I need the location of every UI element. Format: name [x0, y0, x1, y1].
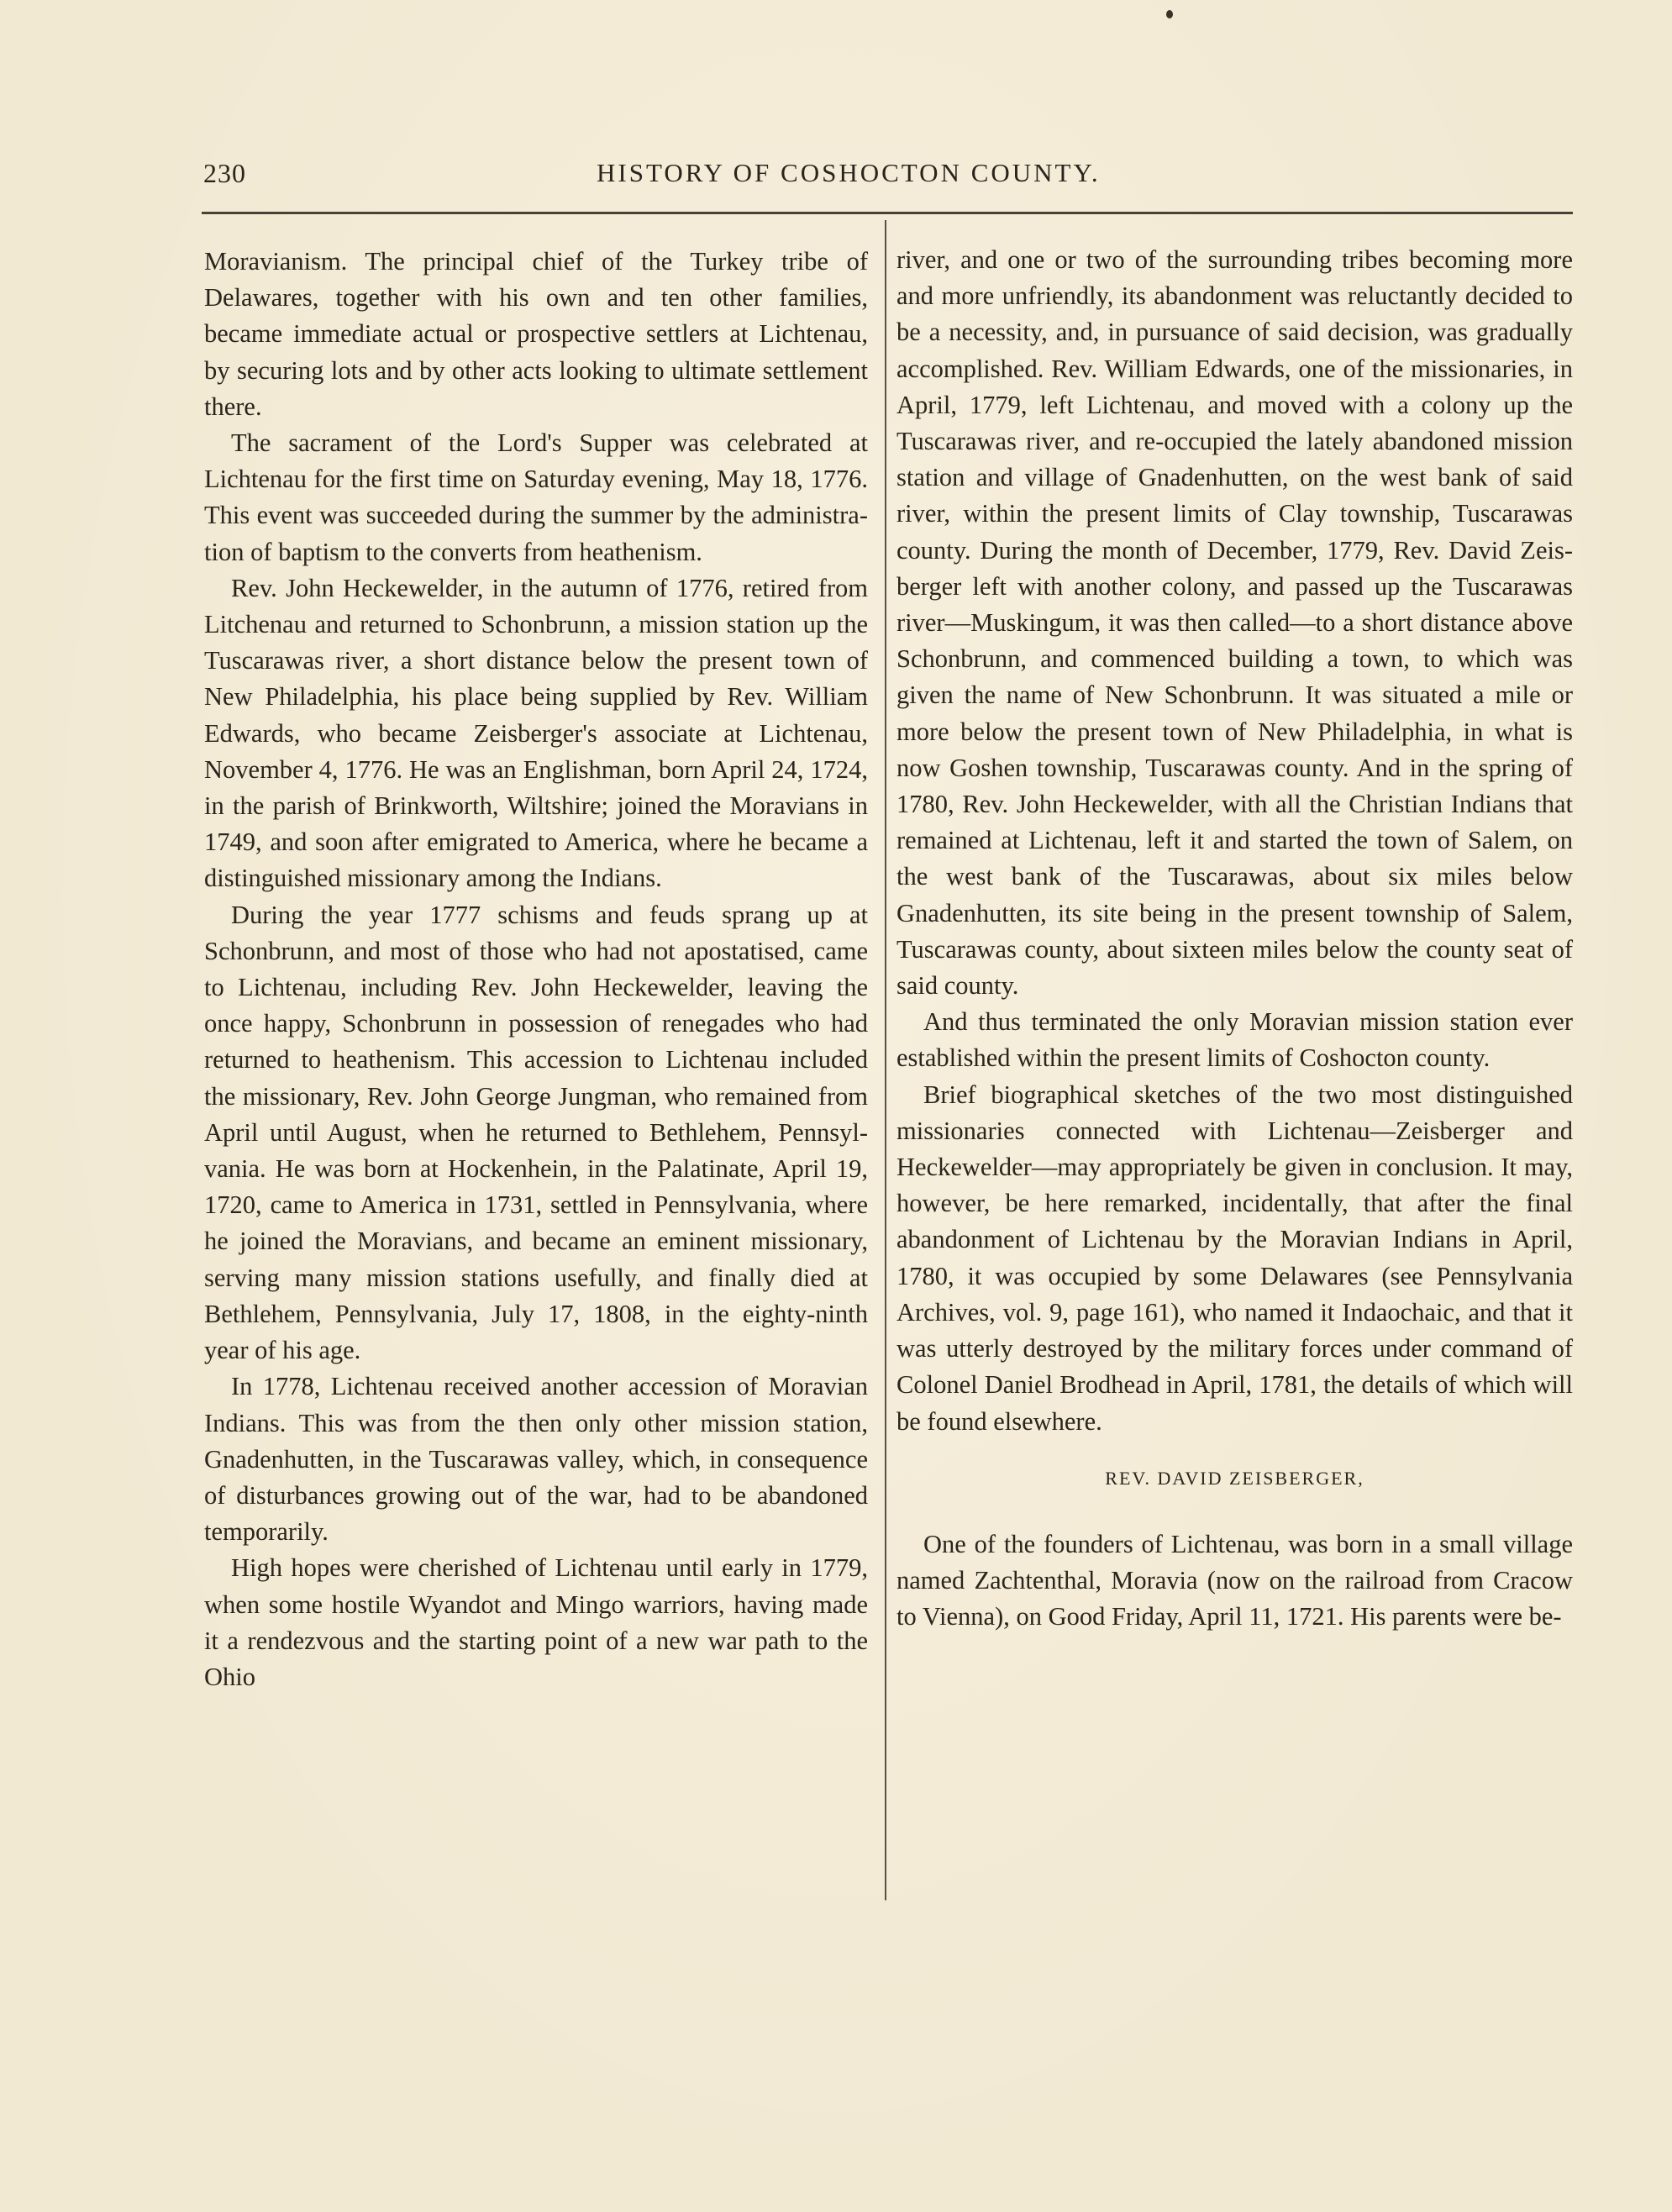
paragraph: During the year 1777 schisms and feuds sprang up at Schonbrunn, and most of those who had not apostatised, came to Lichtenau, including Rev. John Heckewelder, leaving the once happy, Schonbrunn in possession of renegades who had returned to heathenism. This accession to Lichtenau included the missionary, Rev. John George Jungman, who remained from April until August, when he returned to Bethlehem, Pennsylvania. He was born at Hockenhein, in the Palatinate, April 19, 1720, came to America in 1731, settled in Pennsylvania, where he joined the Moravians, and became an eminent missionary, serving many mission stations usefully, and finally died at Bethlehem, Pennsylvania, July 17, 1808, in the eighty-ninth year of his age.: [204, 900, 868, 1365]
paragraph: One of the founders of Lichtenau, was born in a small village named Zachtenthal, Moravia (now on the railroad from Cracow to Vienna), on Good Friday, April 11, 1721. His parents were be-: [896, 1529, 1573, 1631]
header-rule: [202, 212, 1573, 214]
section-subheading: REV. DAVID ZEISBERGER,: [1105, 1467, 1364, 1489]
column-divider: [885, 220, 886, 1900]
left-column: [204, 244, 868, 1695]
paragraph: Moravianism. The principal chief of the Turkey tribe of Delawares, together with his own and ten other families, became immediate actual or prospective settlers at Lichtenau, by securing lots and by other acts looking to ultimate settlement there.: [204, 247, 868, 421]
paragraph: High hopes were cherished of Lichtenau until early in 1779, when some hostile Wyandot and Mingo warriors, having made it a rendezvous and the starting point of a new war path to the Ohio: [204, 1553, 868, 1691]
paragraph: Rev. John Heckewelder, in the autumn of 1776, retired from Litchenau and returned to Schonbrunn, a mission station up the Tuscarawas river, a short distance below the present town of New Philadelphia, his place being supplied by Rev. William Edwards, who became Zeisberger's associate at Lichtenau, November 4, 1776. He was an Englishman, born April 24, 1724, in the parish of Brinkworth, Wiltshire; joined the Moravians in 1749, and soon after emigrated to America, where he became a distinguished missionary among the Indians.: [204, 573, 868, 893]
paragraph: Brief biographical sketches of the two most distinguished missionaries connected with Lichtenau—Zeisberger and Heckewelder—may appropriately be given in conclusion. It may, however, be here remarked, incidentally, that after the final abandonment of Lichtenau by the Moravian Indians in April, 1780, it was occupied by some Delawares (see Pennsylvania Archives, vol. 9, page 161), who named it Indaochaic, and that it was utterly destroyed by the military forces under command of Colonel Daniel Brodhead in April, 1781, the details of which will be found elsewhere.: [896, 1080, 1573, 1436]
ink-speck: [1166, 10, 1173, 18]
paragraph: The sacrament of the Lord's Supper was celebrated at Lichtenau for the first time on Saturday evening, May 18, 1776. This event was succeeded during the summer by the administration of baptism to the converts from heathenism.: [204, 428, 868, 566]
page-header: [202, 158, 1571, 200]
page-number: 230: [203, 158, 246, 188]
paragraph: In 1778, Lichtenau received another accession of Moravian Indians. This was from the then only other mission station, Gnadenhutten, in the Tuscarawas valley, which, in consequence of disturbances growing out of the war, had to be abandoned temporarily.: [204, 1372, 868, 1547]
paragraph: And thus terminated the only Moravian mission station ever established within the present limits of Coshocton county.: [896, 1007, 1573, 1073]
right-column: [896, 242, 1573, 1636]
paragraph: river, and one or two of the surrounding tribes becoming more and more unfriendly, its abandonment was reluctantly decided to be a necessity, and, in pursuance of said decision, was gradually accomplished. Rev. William Edwards, one of the missionaries, in April, 1779, left Lichtenau, and moved with a colony up the Tuscarawas river, and re-occupied the lately abandoned mission station and village of Gnadenhutten, on the west bank of said river, within the present limits of Clay township, Tuscarawas county. During the month of December, 1779, Rev. David Zeisberger left with another colony, and passed up the Tuscarawas river—Muskingum, it was then called—to a short distance above Schonbrunn, and commenced building a town, to which was given the name of New Schonbrunn. It was situated a mile or more below the present town of New Philadelphia, in what is now Goshen township, Tuscarawas county. And in the spring of 1780, Rev. John Heckewelder, with all the Christian Indians that remained at Lichtenau, left it and started the town of Salem, on the west bank of the Tuscarawas, about six miles below Gnadenhutten, its site being in the present township of Salem, Tuscarawas county, about sixteen miles below the county seat of said county.: [896, 245, 1573, 1001]
running-title: HISTORY OF COSHOCTON COUNTY.: [597, 158, 1101, 187]
